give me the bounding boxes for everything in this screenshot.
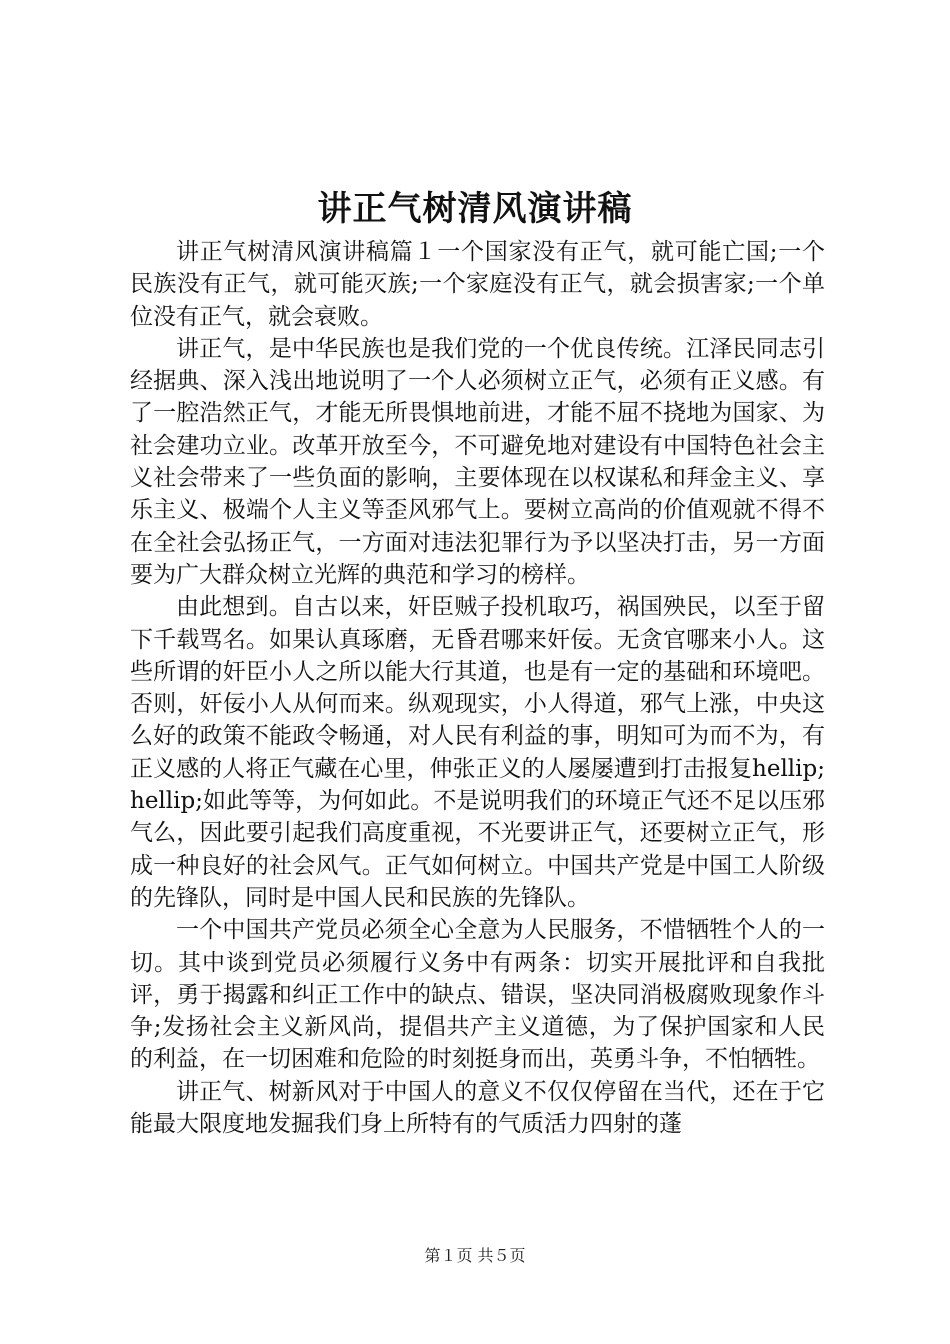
document-title: 讲正气树清风演讲稿 xyxy=(317,189,633,229)
paragraph: 由此想到。自古以来，奸臣贼子投机取巧，祸国殃民，以至于留下千载骂名。如果认真琢磨，无昏君哪来奸佞。无贪官哪来小人。这些所谓的奸臣小人之所以能大行其道，也是有一定的基础和环境吧。否则，奸佞小人从何而来。纵观现实，小人得道，邪气上涨，中央这么好的政策不能政令畅通，对人民有利益的事，明知可为而不为，有正义感的人将正气藏在心里，伸张正义的人屡屡遭到打击报复hellip;hellip;如此等等，为何如此。不是说明我们的环境正气还不足以压邪气么，因此要引起我们高度重视，不光要讲正气，还要树立正气，形成一种良好的社会风气。正气如何树立。中国共产党是中国工人阶级的先锋队，同时是中国人民和民族的先锋队。 xyxy=(130,594,825,911)
paragraph: 一个中国共产党员必须全心全意为人民服务，不惜牺牲个人的一切。其中谈到党员必须履行义务中有两条：切实开展批评和自我批评，勇于揭露和纠正工作中的缺点、错误，坚决同消极腐败现象作斗争;发扬社会主义新风尚，提倡共产主义道德，为了保护国家和人民的利益，在一切困难和危险的时刻挺身而出，英勇斗争，不怕牺牲。 xyxy=(130,917,825,1073)
paragraph: 讲正气，是中华民族也是我们党的一个优良传统。江泽民同志引经据典、深入浅出地说明了一个人必须树立正气，必须有正义感。有了一腔浩然正气，才能无所畏惧地前进，才能不屈不挠地为国家、为社会建功立业。改革开放至今，不可避免地对建设有中国特色社会主义社会带来了一些负面的影响，主要体现在以权谋私和拜金主义、享乐主义、极端个人主义等歪风邪气上。要树立高尚的价值观就不得不在全社会弘扬正气，一方面对违法犯罪行为予以坚决打击，另一方面要为广大群众树立光辉的典范和学习的榜样。 xyxy=(130,335,825,588)
document-body xyxy=(130,236,825,1140)
page-number-footer: 第１页 共５页 xyxy=(424,1246,526,1265)
paragraph: 讲正气树清风演讲稿篇１一个国家没有正气，就可能亡国;一个民族没有正气，就可能灭族;一个家庭没有正气，就会损害家;一个单位没有正气，就会衰败。 xyxy=(130,239,825,330)
paragraph: 讲正气、树新风对于中国人的意义不仅仅停留在当代，还在于它能最大限度地发掘我们身上所特有的气质活力四射的蓬 xyxy=(130,1078,825,1138)
